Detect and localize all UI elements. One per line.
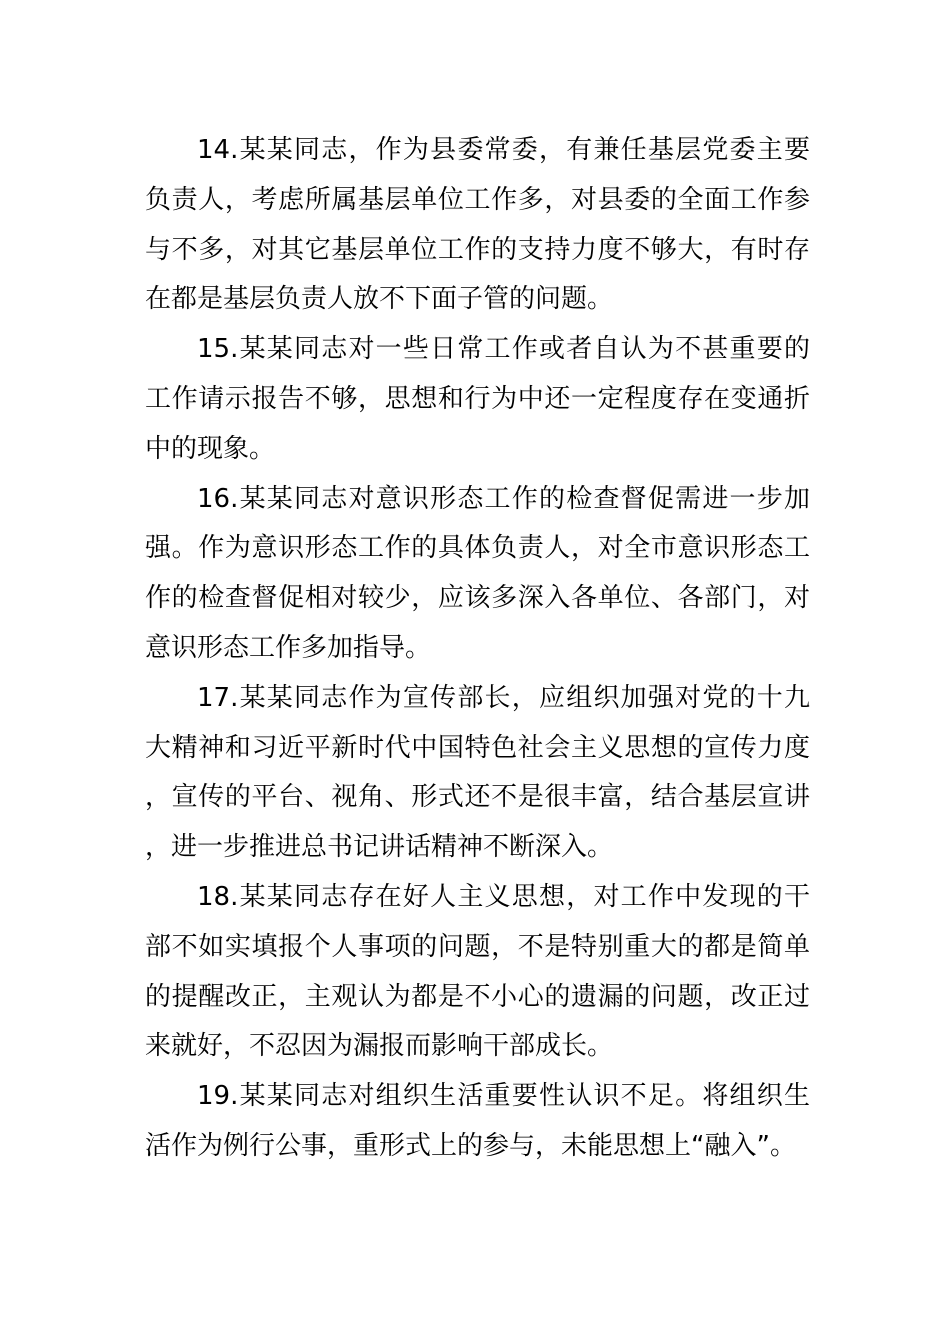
paragraph-16: 16.某某同志对意识形态工作的检查督促需进一步加强。作为意识形态工作的具体负责人，对全市意识形态工作的检查督促相对较少，应该多深入各单位、各部门，对意识形态工作多加指导。 bbox=[145, 483, 810, 663]
paragraph-15: 15.某某同志对一些日常工作或者自认为不甚重要的工作请示报告不够，思想和行为中还一定程度存在变通折中的现象。 bbox=[145, 334, 810, 464]
paragraph-19: 19.某某同志对组织生活重要性认识不足。将组织生活作为例行公事，重形式上的参与，未能思想上“融入”。 bbox=[145, 1081, 810, 1161]
document-body bbox=[145, 126, 810, 1172]
paragraph-14: 14.某某同志，作为县委常委，有兼任基层党委主要负责人，考虑所属基层单位工作多，对县委的全面工作参与不多，对其它基层单位工作的支持力度不够大，有时存在都是基层负责人放不下面子管的问题。 bbox=[145, 135, 810, 315]
paragraph-18: 18.某某同志存在好人主义思想，对工作中发现的干部不如实填报个人事项的问题，不是特别重大的都是简单的提醒改正，主观认为都是不小心的遗漏的问题，改正过来就好，不忍因为漏报而影响干部成长。 bbox=[145, 881, 810, 1062]
paragraph-17: 17.某某同志作为宣传部长，应组织加强对党的十九大精神和习近平新时代中国特色社会主义思想的宣传力度，宣传的平台、视角、形式还不是很丰富，结合基层宣讲，进一步推进总书记讲话精神不断深入。 bbox=[145, 682, 810, 863]
